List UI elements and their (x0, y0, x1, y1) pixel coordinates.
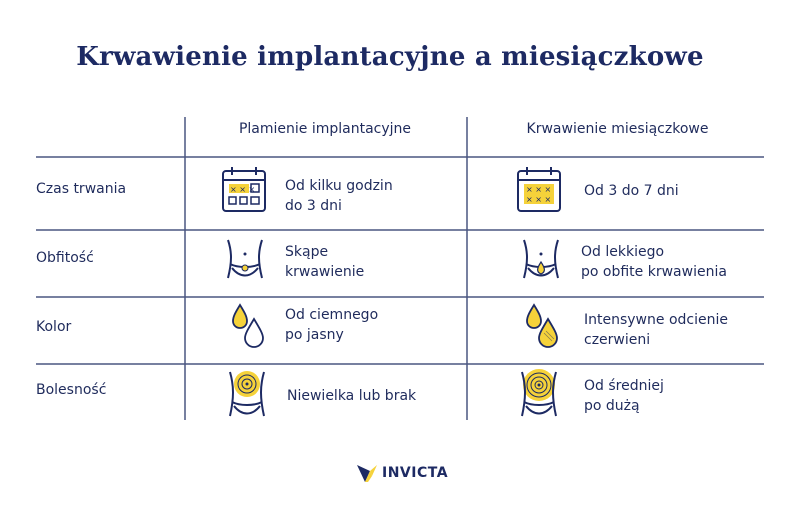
cell-line: Od średniej (584, 378, 664, 394)
cell-line: po jasny (285, 327, 344, 343)
invicta-logo (356, 458, 448, 488)
cell-line: do 3 dni (285, 198, 342, 214)
column-header-menstrual: Krwawienie miesiączkowe (526, 121, 709, 137)
svg-text:× × ×: × × × (526, 195, 552, 204)
cell-line: Skąpe (285, 244, 329, 260)
drops-icon (522, 303, 562, 349)
cell-implant-amount (285, 242, 364, 282)
cell-line: po dużą (584, 398, 640, 414)
row-divider (36, 296, 764, 298)
cell-implant-pain (287, 386, 416, 406)
calendar-icon (220, 165, 270, 215)
row-label-color: Kolor (36, 319, 72, 335)
pain-icon (224, 368, 270, 418)
row-divider (36, 229, 764, 231)
svg-text:× × ×: × × × (230, 185, 256, 194)
cell-line: Od 3 do 7 dni (584, 183, 679, 199)
invicta-logo-icon (356, 462, 378, 484)
cell-line: Intensywne odcienie (584, 312, 728, 328)
cell-line: Od ciemnego (285, 307, 379, 323)
cell-menstrual-color (584, 310, 728, 350)
row-label-duration: Czas trwania (36, 181, 127, 197)
column-divider (466, 117, 468, 420)
abdomen-icon (518, 238, 564, 280)
svg-text:× × ×: × × × (526, 185, 552, 194)
column-divider (184, 117, 186, 420)
calendar-icon (515, 165, 565, 215)
row-divider (36, 156, 764, 158)
cell-implant-color (285, 305, 378, 345)
cell-line: czerwieni (584, 332, 651, 348)
cell-line: Od kilku godzin (285, 178, 393, 194)
cell-menstrual-amount (581, 242, 727, 282)
page-title: Krwawienie implantacyjne a miesiączkowe (76, 42, 704, 72)
cell-menstrual-duration (584, 181, 679, 201)
pain-icon (514, 368, 564, 418)
row-label-pain: Bolesność (36, 382, 107, 398)
row-divider (36, 363, 764, 365)
row-label-amount: Obfitość (36, 250, 94, 266)
cell-menstrual-pain (584, 376, 664, 416)
cell-line: po obfite krwawienia (581, 264, 727, 280)
drops-icon (228, 303, 268, 349)
column-header-implant: Plamienie implantacyjne (238, 121, 412, 137)
cell-line: Od lekkiego (581, 244, 665, 260)
cell-line: Niewielka lub brak (287, 388, 417, 404)
cell-line: krwawienie (285, 264, 365, 280)
invicta-logo-text: INVICTA (382, 465, 449, 481)
cell-implant-duration (285, 176, 393, 216)
abdomen-icon (222, 238, 268, 280)
